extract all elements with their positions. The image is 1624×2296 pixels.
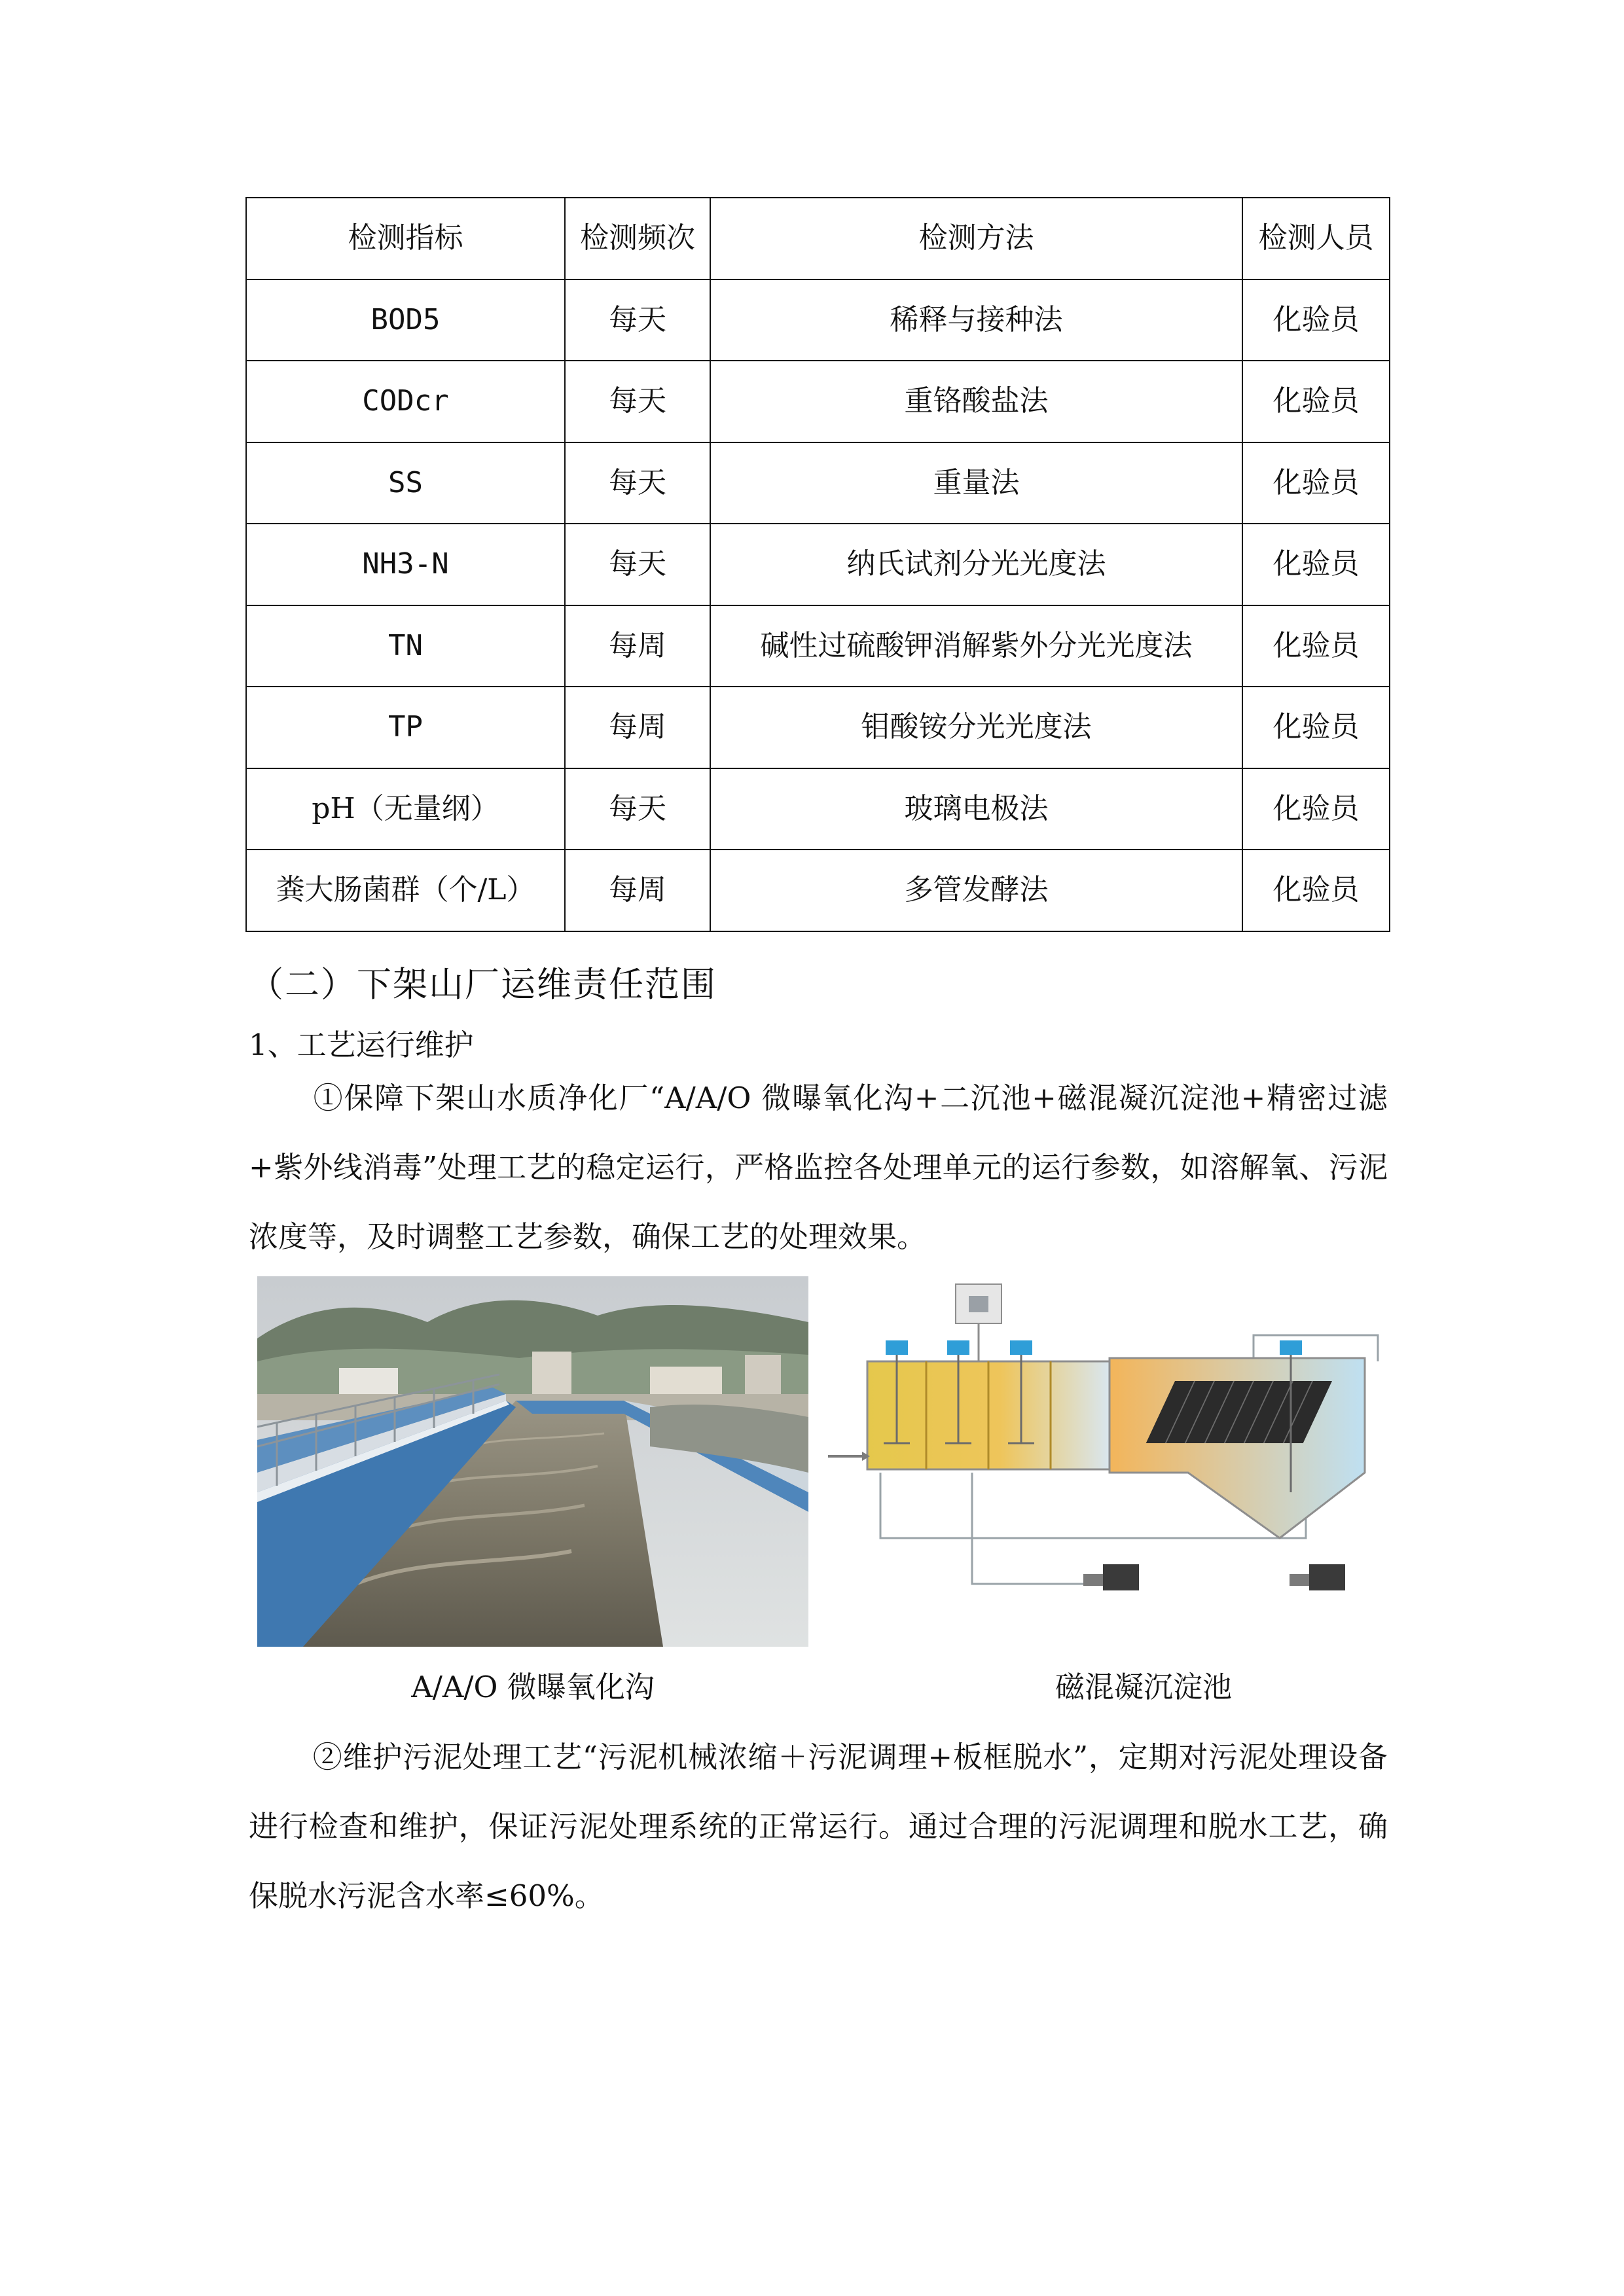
- cell-frequency: 每天: [565, 442, 710, 524]
- table-row: [246, 850, 1390, 931]
- cell-staff: 化验员: [1242, 361, 1390, 442]
- table-header-row: [246, 198, 1390, 279]
- oxidation-ditch-illustration: [257, 1276, 808, 1647]
- cell-indicator: pH（无量纲）: [246, 768, 565, 850]
- coagulation-process-illustration: [821, 1276, 1466, 1647]
- header-frequency: 检测频次: [565, 198, 710, 279]
- table-row: [246, 279, 1390, 361]
- oxidation-ditch-photo: [257, 1276, 808, 1647]
- cell-method: 重量法: [710, 442, 1242, 524]
- cell-indicator: SS: [246, 442, 565, 524]
- cell-method: 稀释与接种法: [710, 279, 1242, 361]
- cell-staff: 化验员: [1242, 524, 1390, 605]
- cell-frequency: 每天: [565, 768, 710, 850]
- cell-indicator: CODcr: [246, 361, 565, 442]
- header-staff: 检测人员: [1242, 198, 1390, 279]
- cell-indicator: BOD5: [246, 279, 565, 361]
- table-row: [246, 524, 1390, 605]
- table-row: [246, 442, 1390, 524]
- cell-indicator: NH3-N: [246, 524, 565, 605]
- cell-staff: 化验员: [1242, 850, 1390, 931]
- cell-frequency: 每天: [565, 279, 710, 361]
- cell-frequency: 每周: [565, 605, 710, 687]
- cell-indicator: 粪大肠菌群（个/L）: [246, 850, 565, 931]
- cell-method: 玻璃电极法: [710, 768, 1242, 850]
- cell-staff: 化验员: [1242, 279, 1390, 361]
- cell-indicator: TP: [246, 687, 565, 768]
- header-method: 检测方法: [710, 198, 1242, 279]
- cell-method: 多管发酵法: [710, 850, 1242, 931]
- caption-oxidation-ditch: A/A/O 微曝氧化沟: [411, 1670, 655, 1704]
- cell-staff: 化验员: [1242, 687, 1390, 768]
- magnetic-coagulation-diagram: [821, 1276, 1466, 1647]
- paragraph-sludge: [249, 1723, 1388, 1931]
- cell-indicator: TN: [246, 605, 565, 687]
- cell-method: 碱性过硫酸钾消解紫外分光光度法: [710, 605, 1242, 687]
- cell-method: 钼酸铵分光光度法: [710, 687, 1242, 768]
- section-heading: （二）下架山厂运维责任范围: [249, 965, 717, 1005]
- table-row: [246, 687, 1390, 768]
- caption-coagulation-tank: 磁混凝沉淀池: [1055, 1670, 1232, 1704]
- paragraph-sludge-text: ②维护污泥处理工艺“污泥机械浓缩＋污泥调理+板框脱水”，定期对污泥处理设备进行检查和维护，保证污泥处理系统的正常运行。通过合理的污泥调理和脱水工艺，确保脱水污泥含水率≤60%。: [249, 1740, 1388, 1913]
- cell-frequency: 每周: [565, 687, 710, 768]
- cell-frequency: 每天: [565, 361, 710, 442]
- paragraph-process: [249, 1064, 1388, 1272]
- cell-staff: 化验员: [1242, 442, 1390, 524]
- table-row: [246, 768, 1390, 850]
- section-subheading: 1、工艺运行维护: [249, 1028, 474, 1062]
- cell-frequency: 每天: [565, 524, 710, 605]
- cell-frequency: 每周: [565, 850, 710, 931]
- header-indicator: 检测指标: [246, 198, 565, 279]
- cell-staff: 化验员: [1242, 768, 1390, 850]
- cell-method: 纳氏试剂分光光度法: [710, 524, 1242, 605]
- cell-method: 重铬酸盐法: [710, 361, 1242, 442]
- table-row: [246, 361, 1390, 442]
- paragraph-process-text: ①保障下架山水质净化厂“A/A/O 微曝氧化沟+二沉池+磁混凝沉淀池+精密过滤+紫外线消毒”处理工艺的稳定运行，严格监控各处理单元的运行参数，如溶解氧、污泥浓度等，及时调整工艺参数，确保工艺的处理效果。: [249, 1081, 1388, 1254]
- monitoring-table: [245, 197, 1390, 932]
- table-row: [246, 605, 1390, 687]
- cell-staff: 化验员: [1242, 605, 1390, 687]
